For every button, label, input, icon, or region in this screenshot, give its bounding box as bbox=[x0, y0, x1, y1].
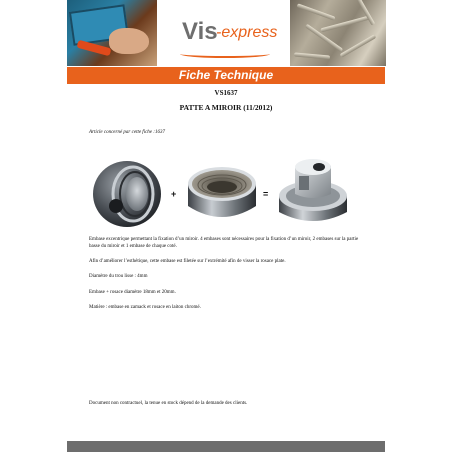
description-paragraph: Embase excentrique permettant la fixation d’un miroir. 4 embases sont nécessaires pour la fixation d’un miroir, 2 embases sur la partie basse du miroir et 1 embase de chaque coté. bbox=[89, 237, 359, 249]
material-text: Matière : embase en zamack et rosace en laiton chromé. bbox=[89, 305, 201, 310]
header-photo-tools bbox=[67, 0, 157, 66]
footer-note: Document non contractuel, la tenue en stock dépend de la demande des clients. bbox=[89, 401, 248, 406]
assembled-part-photo bbox=[275, 154, 351, 230]
logo-swoosh bbox=[180, 50, 270, 58]
product-reference: VS1637 bbox=[214, 89, 238, 97]
footer-bar bbox=[67, 441, 385, 452]
product-title: PATTE A MIROIR (11/2012) bbox=[179, 103, 273, 112]
description-paragraph: Afin d’améliorer l’esthétique, cette embase est filetée sur l’extrémité afin de visser la rosace plate. bbox=[89, 259, 286, 264]
dimensions-text: Embase + rosace diamètre 18mm et 20mm. bbox=[89, 290, 176, 295]
logo-express-text: -express bbox=[216, 24, 278, 41]
threaded-rosette-photo bbox=[184, 154, 260, 230]
plus-sign: + bbox=[171, 189, 177, 199]
hole-diameter-text: Diamètre du trou lisse : 4mm bbox=[89, 274, 148, 279]
logo-vis-text: Vis bbox=[182, 18, 218, 45]
banner bbox=[67, 67, 385, 84]
banner-title: Fiche Technique bbox=[178, 68, 274, 82]
article-note: Article concerné par cette fiche :1637 bbox=[89, 130, 165, 135]
header-photo-screws bbox=[290, 0, 386, 66]
equals-sign: = bbox=[263, 189, 269, 199]
eccentric-base-photo bbox=[89, 154, 165, 230]
